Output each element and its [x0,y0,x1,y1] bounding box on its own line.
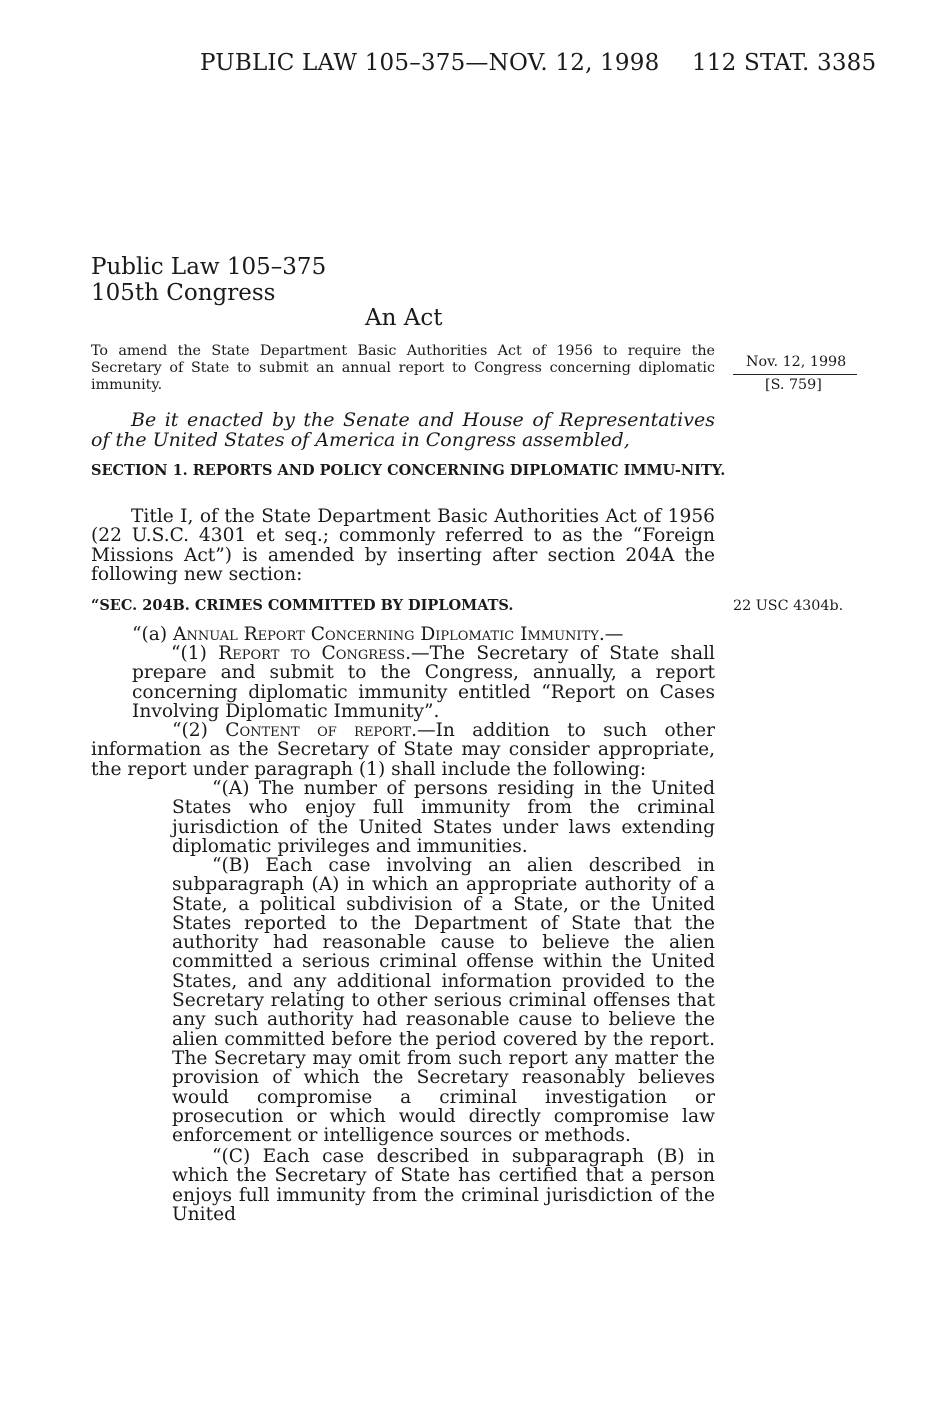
subsection-a-title: Annual Report Concerning Diplomatic Immunity [173,624,599,645]
section-1-body: Title I, of the State Department Basic Authorities Act of 1956 (22 U.S.C. 4301 et seq.; commonly referred to as the “Foreign Missions Act”) is amended by inserting after section 204A the following new section: [91,506,715,585]
paragraph-1 [132,644,715,721]
paragraph-1-text: .—The Secretary of State shall prepare and submit to the Congress, annually, a report concerning diplomatic immunity entitled “Report on Cases Involving Diplomatic Immunity”. [132,643,715,722]
running-header-left: PUBLIC LAW 105–375—NOV. 12, 1998 [200,50,660,76]
margin-bill-number: [S. 759] [765,377,822,393]
section-1-heading: SECTION 1. REPORTS AND POLICY CONCERNING DIPLOMATIC IMMU-NITY. [91,462,726,479]
paragraph-2-prefix: “(2) [172,720,226,741]
paragraph-2-text: .—In addition to such other information as the Secretary of State may consider appropriate, the report under paragraph (1) shall include the following: [91,720,715,780]
subparagraph-b: “(B) Each case involving an alien described in subparagraph (A) in which an appropriate authority of a State, a political subdivision of a State, or the United States reported to the Department of State that the authority had reasonable cause to believe the alien committed a serious criminal offense within the United States, and any additional information provided to the Secretary relating to other serious criminal offenses that any such authority had reasonable cause to believe the alien committed before the period covered by the report. The Secretary may omit from such report any matter the provision of which the Secretary reasonably believes would compromise a criminal investigation or prosecution or which would directly compromise law enforcement or intelligence sources or methods. [172,855,715,1147]
paragraph-1-title: Report to Congress [218,643,406,664]
act-purpose: To amend the State Department Basic Authorities Act of 1956 to require the Secretary of State to submit an annual report to Congress concerning diplomatic immunity. [91,343,715,393]
congress-number: 105th Congress [91,280,276,306]
subsection-a-heading [132,625,715,644]
subsection-a-prefix: “(a) [132,624,174,645]
act-title: An Act [365,305,443,331]
paragraph-2-title: Content of report [225,720,412,741]
paragraph-1-prefix: “(1) [171,643,219,664]
margin-divider [733,374,857,375]
margin-date: Nov. 12, 1998 [746,354,847,370]
paragraph-2 [91,721,715,779]
margin-usc-citation: 22 USC 4304b. [733,598,844,614]
subsection-a-dash: .— [598,624,624,645]
section-204b-heading: “SEC. 204B. CRIMES COMMITTED BY DIPLOMATS. [91,597,514,614]
enacting-clause: Be it enacted by the Senate and House of Representatives of the United States of America in Congress assembled, [91,409,715,451]
public-law-number: Public Law 105–375 [91,254,327,280]
subparagraph-c: “(C) Each case described in subparagraph (B) in which the Secretary of State has certified that a person enjoys full immunity from the criminal jurisdiction of the United [172,1146,715,1225]
running-header-page: 112 STAT. 3385 [692,50,877,76]
subparagraph-a: “(A) The number of persons residing in the United States who enjoy full immunity from the criminal jurisdiction of the United States under laws extending diplomatic privileges and immunities. [172,778,715,857]
